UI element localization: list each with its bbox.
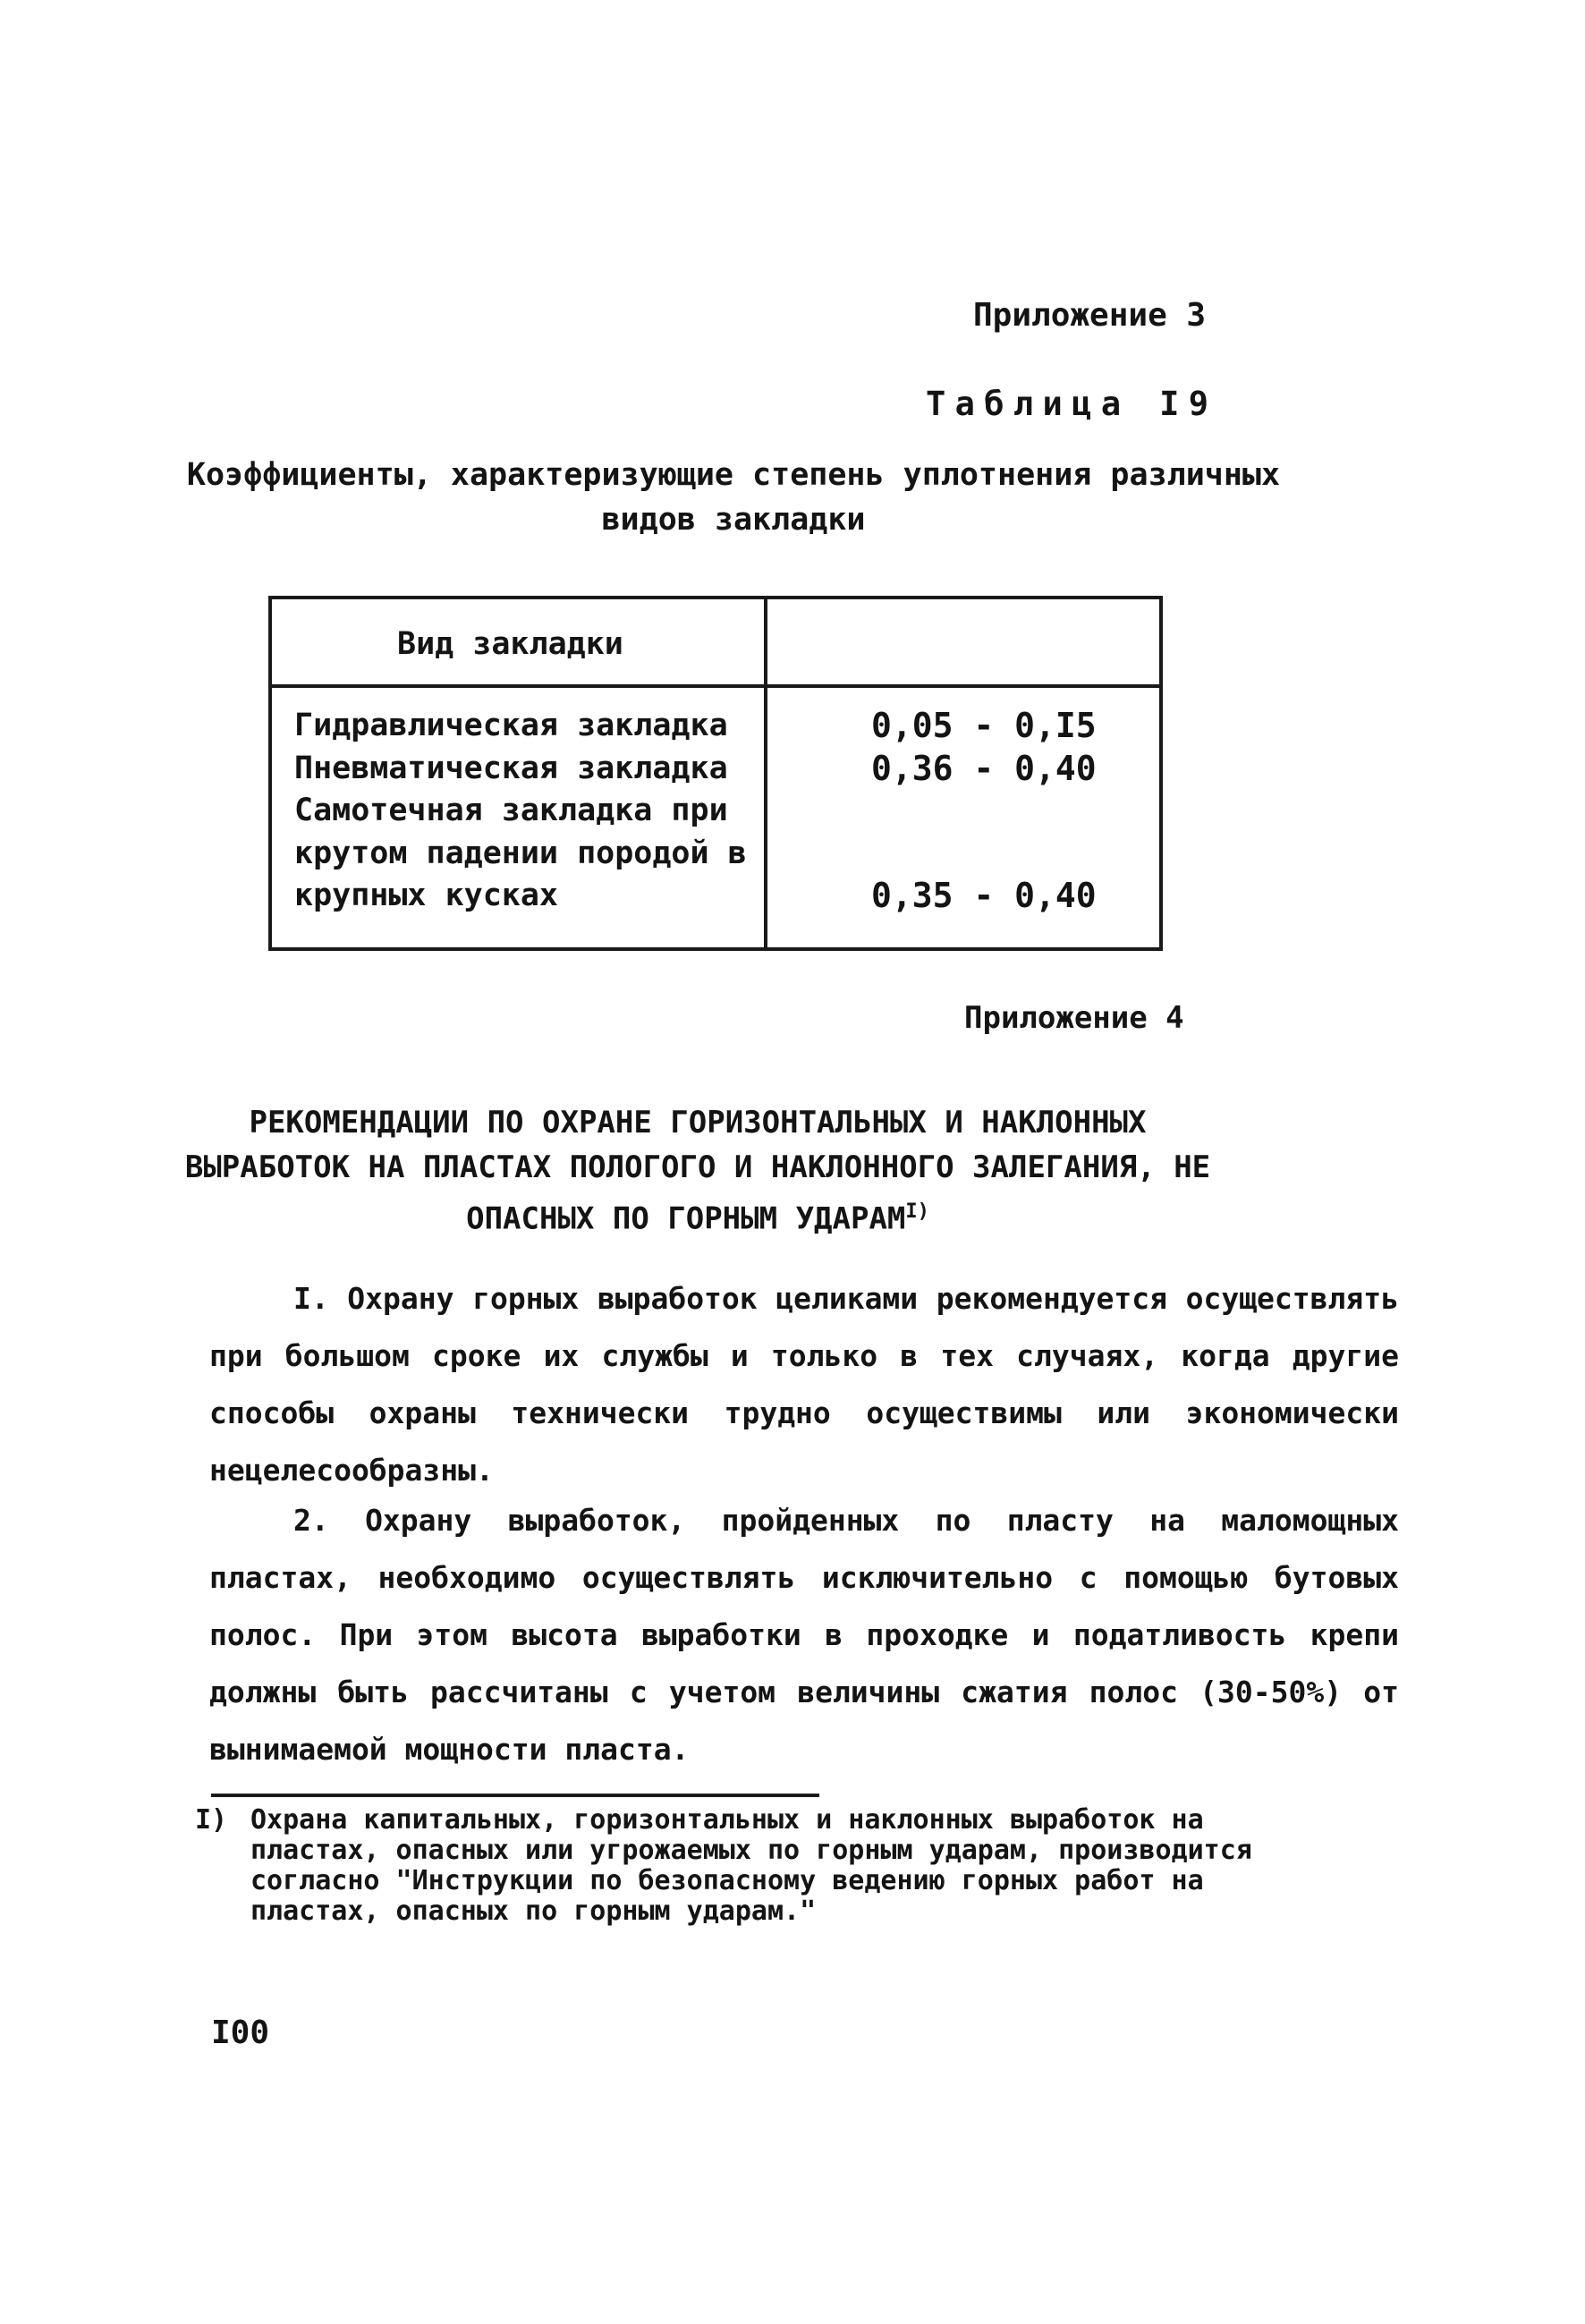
- recommendations-title: [161, 1100, 1234, 1241]
- appendix-4-label: Приложение 4: [964, 1000, 1184, 1036]
- title-footnote-ref: I): [905, 1200, 929, 1223]
- table-label: Таблица I9: [926, 385, 1218, 423]
- footnote-text: Охрана капитальных, горизонтальных и наклонных выработок на пластах, опасных или угрожаемых по горным ударам, производится согласно "Инструкции по безопасному ведению горных работ на пластах, опасных по горным ударам.": [250, 1804, 1252, 1927]
- coefficients-table: [268, 596, 1163, 951]
- table-cell-value: 0,36 - 0,40: [871, 748, 1097, 788]
- recommendations-title-text: РЕКОМЕНДАЦИИ ПО ОХРАНЕ ГОРИЗОНТАЛЬНЫХ И НАКЛОННЫХ ВЫРАБОТОК НА ПЛАСТАХ ПОЛОГОГО И НАКЛОННОГО ЗАЛЕГАНИЯ, НЕ ОПАСНЫХ ПО ГОРНЫМ УДАРАМ: [184, 1105, 1211, 1237]
- table-cell-value: [871, 833, 1097, 876]
- footnote: [195, 1805, 1268, 1927]
- paragraph-2: 2. Охрану выработок, пройденных по пласту на маломощных пластах, необходимо осуществлять исключительно с помощью бутовых полос. При этом высота выработки в проходке и податливость крепи должны быть рассчитаны с учетом величины сжатия полос (30-50%) от вынимаемой мощности пласта.: [209, 1503, 1399, 1767]
- table-type-column: [294, 705, 747, 918]
- table-value-column: [871, 705, 1097, 918]
- table-cell-type: крупных кусках: [294, 878, 559, 913]
- footnote-separator: [211, 1794, 819, 1797]
- table-cell-value: [871, 790, 1097, 833]
- table-column-divider: [764, 599, 767, 947]
- table-title: Коэффициенты, характеризующие степень уплотнения различных видов закладки: [186, 457, 1281, 538]
- table-header-type: Вид закладки: [397, 626, 623, 662]
- table-cell-type: крутом падении породой в: [294, 835, 747, 871]
- table-cell-value: 0,35 - 0,40: [871, 876, 1097, 915]
- table-cell-type: Гидравлическая закладка: [294, 708, 728, 743]
- table-cell-type: Пневматическая закладка: [294, 750, 728, 786]
- table-cell-type: Самотечная закладка при: [294, 793, 728, 828]
- appendix-3-label: Приложение 3: [973, 297, 1207, 334]
- table-header-divider: [272, 684, 1159, 688]
- table-cell-value: 0,05 - 0,I5: [871, 706, 1097, 745]
- paragraph-1: I. Охрану горных выработок целиками рекомендуется осуществлять при большом сроке их службы и только в тех случаях, когда другие способы охраны технически трудно осуществимы или экономически нецелесообразны.: [209, 1281, 1399, 1488]
- page-number: I00: [211, 2014, 270, 2051]
- footnote-mark: I): [195, 1804, 228, 1836]
